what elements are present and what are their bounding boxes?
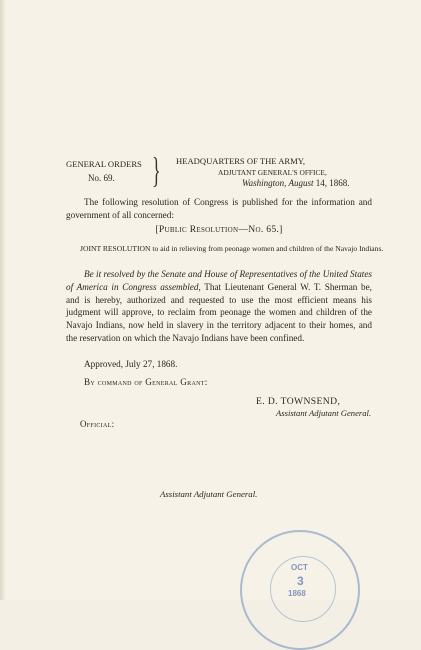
adjutant-office-line: ADJUTANT GENERAL'S OFFICE, <box>218 168 327 177</box>
place-text: Washington, August <box>242 178 314 188</box>
enacting-paragraph <box>66 268 372 345</box>
enacting-body: That Lieutenant General W. T. Sherman be, and is hereby, authorized and requested to use the most efficient means his judgment will approve, to reclaim from peonage the women and children of the Navajo Indians, now held in slavery in the territory adjacent to their homes, and the reservation on which the Navajo Indians have been confined. <box>66 281 372 343</box>
page-binding-shadow <box>0 0 6 600</box>
approved-line: Approved, July 27, 1868. <box>84 359 178 369</box>
enacting-clause: Be it resolved by the Senate and House of Representatives of the United States of America in Congress assembled, <box>66 269 372 292</box>
general-orders-number: No. 69. <box>88 173 115 183</box>
signature-name: E. D. TOWNSEND, <box>256 396 341 407</box>
place-date-line <box>176 178 350 189</box>
joint-resolution-heading: JOINT RESOLUTION to aid in relieving from peonage women and children of the Navajo Indians. <box>80 244 384 253</box>
stamp-year: 1868 <box>288 589 306 598</box>
command-line: By command of General Grant: <box>84 377 208 387</box>
resolution-title: [Public Resolution—No. 65.] <box>155 224 283 235</box>
brace-icon: } <box>152 150 161 190</box>
date-text: 14, 1868. <box>315 178 350 188</box>
general-orders-block <box>66 157 142 185</box>
official-title: Assistant Adjutant General. <box>160 489 258 499</box>
signature-title: Assistant Adjutant General. <box>276 408 372 418</box>
general-orders-title: GENERAL ORDERS <box>66 159 142 169</box>
headquarters-block <box>176 156 350 189</box>
stamp-day: 3 <box>297 574 304 588</box>
intro-paragraph: The following resolution of Congress is published for the information and government of all concerned: <box>66 197 372 220</box>
official-label: Official: <box>80 419 115 429</box>
stamp-month: OCT <box>291 563 308 572</box>
headquarters-line: HEADQUARTERS OF THE ARMY, <box>176 156 306 166</box>
